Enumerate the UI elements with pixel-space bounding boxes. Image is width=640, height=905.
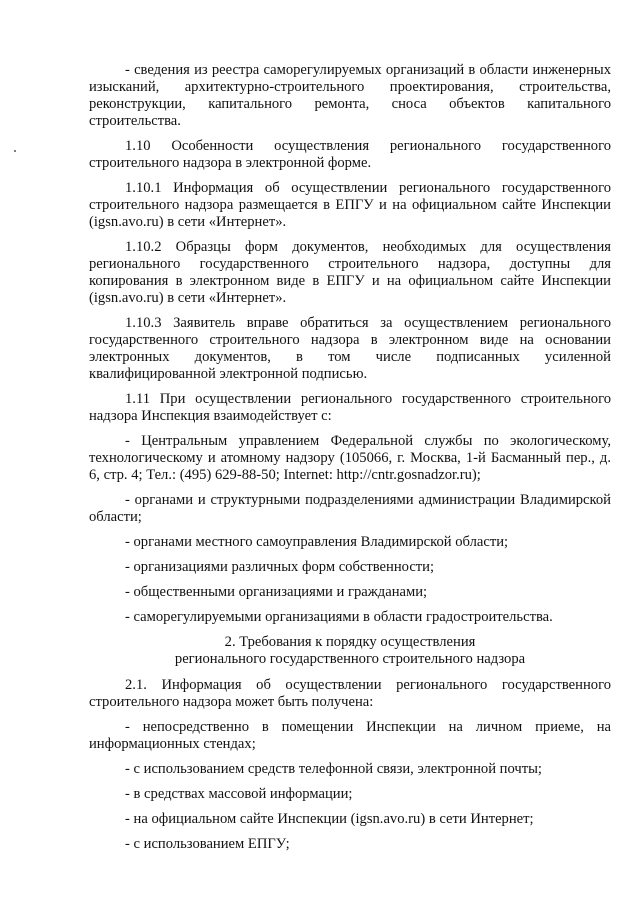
paragraph-in-person: - непосредственно в помещении Инспекции на личном приеме, на информационных стендах;: [89, 719, 611, 752]
section-2-heading: [89, 634, 611, 668]
section-heading-line-1: 2. Требования к порядку осуществления: [224, 634, 476, 650]
paragraph-sro: - саморегулируемыми организациями в области градостроительства.: [125, 609, 553, 625]
paragraph-1-10-3: 1.10.3 Заявитель вправе обратиться за осуществлением регионального государственного строительного надзора в электронном виде на основании электронных документов, в том числе подписанных усиленной квалифицированной электронной подписью.: [89, 315, 611, 382]
paragraph-phone-email: - с использованием средств телефонной связи, электронной почты;: [125, 761, 542, 777]
paragraph-1-10-2: 1.10.2 Образцы форм документов, необходимых для осуществления регионального государственного строительного надзора, доступны для копирования в электронном виде в ЕПГУ и на официальном сайте Инспекции (igsn.avo.ru) в сети «Интернет».: [89, 239, 611, 306]
paragraph-local-government: - органами местного самоуправления Владимирской области;: [125, 534, 509, 550]
paragraph-official-site: - на официальном сайте Инспекции (igsn.avo.ru) в сети Интернет;: [125, 811, 534, 827]
paragraph-2-1: 2.1. Информация об осуществлении регионального государственного строительного надзора может быть получена:: [89, 677, 611, 710]
scan-speck: [14, 150, 16, 152]
document-page: [89, 62, 611, 861]
paragraph-1-10-1: 1.10.1 Информация об осуществлении регионального государственного строительного надзора размещается в ЕПГУ и на официальном сайте Инспекции (igsn.avo.ru) в сети «Интернет».: [89, 180, 611, 230]
paragraph-public-organizations: - общественными организациями и гражданами;: [125, 584, 428, 600]
paragraph-regional-administration: - органами и структурными подразделениями администрации Владимирской области;: [89, 492, 611, 525]
paragraph-1-10: 1.10 Особенности осуществления регионального государственного строительного надзора в электронной форме.: [89, 138, 611, 171]
paragraph-organizations: - организациями различных форм собственности;: [125, 559, 435, 575]
paragraph-1-11: 1.11 При осуществлении регионального государственного строительного надзора Инспекция взаимодействует с:: [89, 391, 611, 424]
paragraph-central-directorate: - Центральным управлением Федеральной службы по экологическому, технологическому и атомному надзору (105066, г. Москва, 1-й Басманный пер., д. 6, стр. 4; Тел.: (495) 629-88-50; Internet: http://cntr.gosnadzor.ru);: [89, 433, 611, 483]
section-heading-line-2: регионального государственного строительного надзора: [174, 651, 526, 667]
paragraph-sro-registry: - сведения из реестра саморегулируемых организаций в области инженерных изысканий, архитектурно-строительного проектирования, строительства, реконструкции, капитального ремонта, сноса объектов капитального строительства.: [89, 62, 611, 129]
paragraph-epgu: - с использованием ЕПГУ;: [125, 836, 290, 852]
paragraph-mass-media: - в средствах массовой информации;: [125, 786, 353, 802]
